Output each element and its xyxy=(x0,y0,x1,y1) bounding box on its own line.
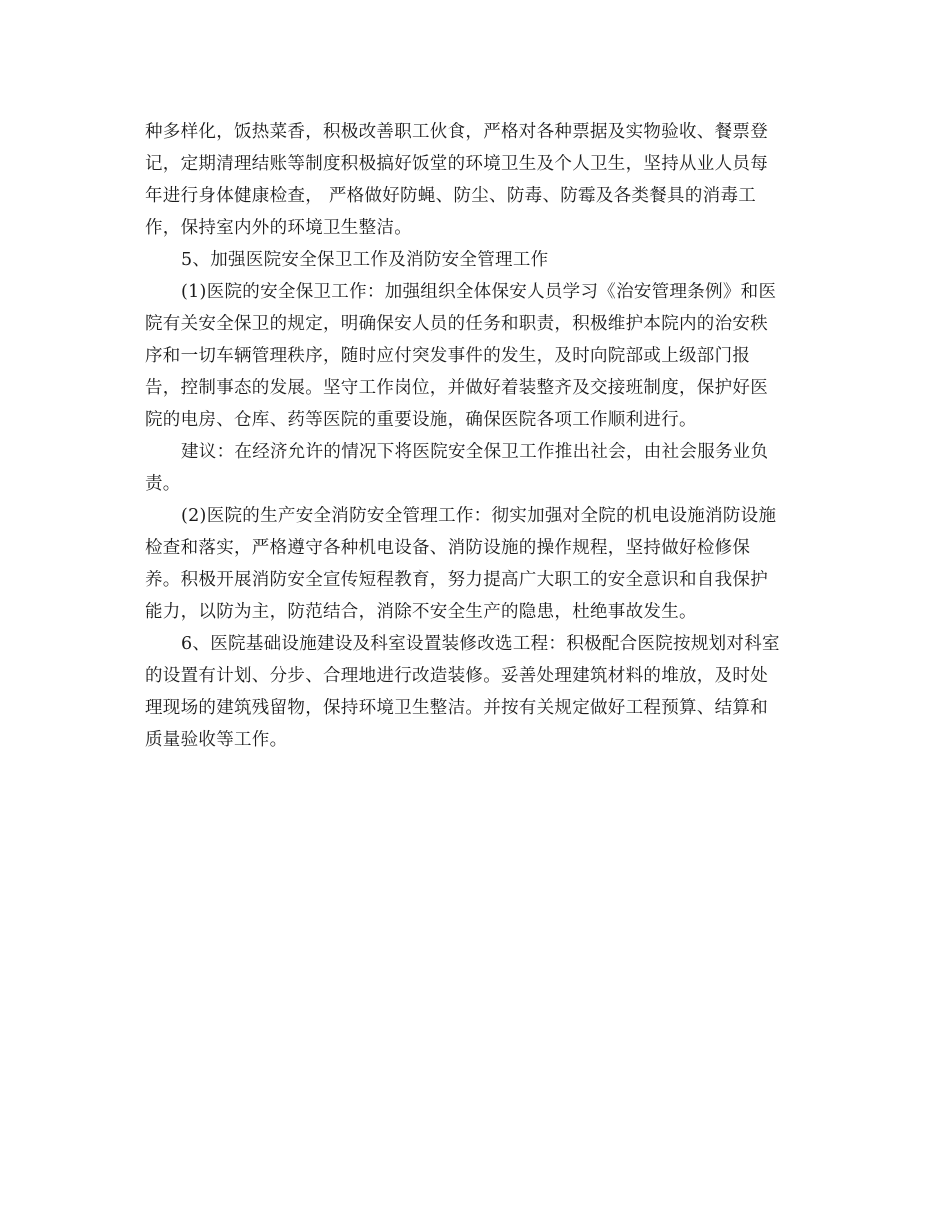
text-line: 序和一切车辆管理秩序，随时应付突发事件的发生，及时向院部或上级部门报 xyxy=(145,346,751,366)
text-line: 6、医院基础设施建设及科室设置装修改选工程：积极配合医院按规划对科室 xyxy=(181,634,780,654)
text-line: 建议：在经济允许的情况下将医院安全保卫工作推出社会，由社会服务业负 xyxy=(181,442,769,462)
text-line: 的设置有计划、分步、合理地进行改造装修。妥善处理建筑材料的堆放，及时处 xyxy=(145,666,768,686)
text-line: (2)医院的生产安全消防安全管理工作：彻实加强对全院的机电设施消防设施 xyxy=(181,506,777,526)
text-line: (1)医院的安全保卫工作：加强组织全体保安人员学习《治安管理条例》和医 xyxy=(181,282,777,302)
text-line: 年进行身体健康检查， 严格做好防蝇、防尘、防毒、防霉及各类餐具的消毒工 xyxy=(145,186,757,206)
text-line: 质量验收等工作。 xyxy=(145,730,288,750)
text-line: 检查和落实，严格遵守各种机电设备、消防设施的操作规程，坚持做好检修保 xyxy=(145,538,751,558)
paragraph-fire-safety xyxy=(145,500,815,628)
text-line: 作，保持室内外的环境卫生整洁。 xyxy=(145,218,412,238)
text-line: 能力，以防为主，防范结合，消除不安全生产的隐患，杜绝事故发生。 xyxy=(145,602,697,622)
paragraph-infrastructure xyxy=(145,628,815,756)
text-line: 院的电房、仓库、药等医院的重要设施，确保医院各项工作顺利进行。 xyxy=(145,410,697,430)
text-line: 记，定期清理结账等制度积极搞好饭堂的环境卫生及个人卫生，坚持从业人员每 xyxy=(145,154,768,174)
paragraph-canteen xyxy=(145,116,815,244)
paragraph-suggestion xyxy=(145,436,815,500)
paragraph-security-guard xyxy=(145,276,815,436)
text-line: 院有关安全保卫的规定，明确保安人员的任务和职责，积极维护本院内的治安秩 xyxy=(145,314,768,334)
text-line: 责。 xyxy=(145,474,181,494)
text-line: 告，控制事态的发展。坚守工作岗位，并做好着装整齐及交接班制度，保护好医 xyxy=(145,378,768,398)
text-line: 种多样化，饭热菜香，积极改善职工伙食，严格对各种票据及实物验收、餐票登 xyxy=(145,122,768,142)
text-line: 理现场的建筑残留物，保持环境卫生整洁。并按有关规定做好工程预算、结算和 xyxy=(145,698,768,718)
document-body xyxy=(145,116,815,756)
section-heading-security xyxy=(145,244,815,276)
text-line: 5、加强医院安全保卫工作及消防安全管理工作 xyxy=(181,250,549,270)
text-line: 养。积极开展消防安全宣传短程教育，努力提高广大职工的安全意识和自我保护 xyxy=(145,570,768,590)
